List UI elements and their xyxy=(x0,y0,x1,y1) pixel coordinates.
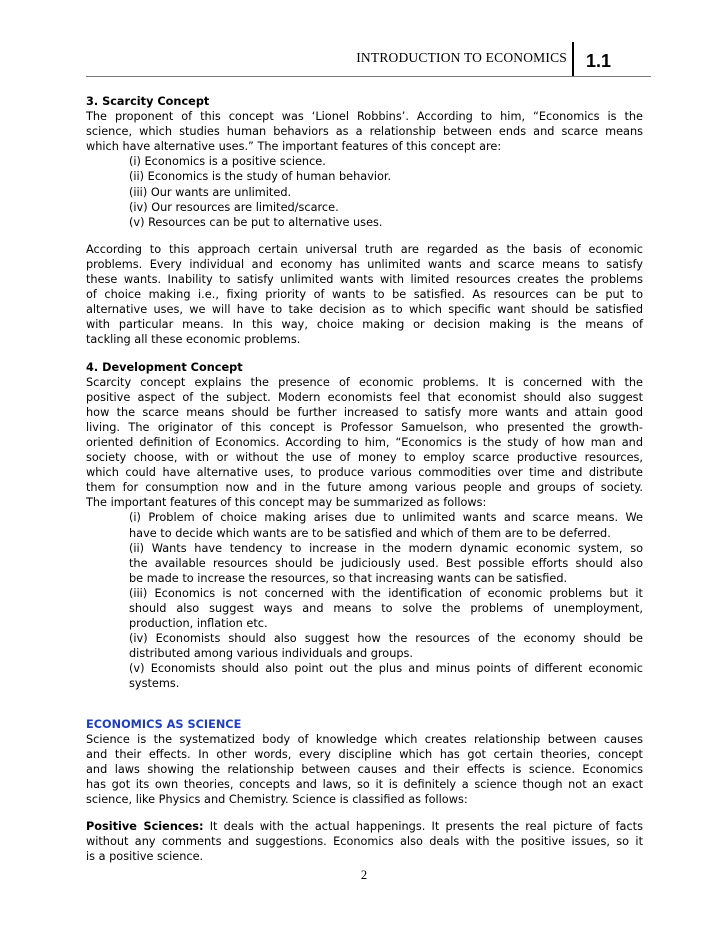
text-line: and their effects. In other words, every discipline which has got certain theories, concept xyxy=(86,747,643,761)
text-line: science, like Physics and Chemistry. Science is classified as follows: xyxy=(86,793,468,807)
text-line: According to this approach certain universal truth are regarded as the basis of economic xyxy=(86,242,643,256)
list-item-line: distributed among various individuals and groups. xyxy=(129,647,414,661)
text-line: with particular means. In this way, choice making or decision making is the means of xyxy=(86,318,643,332)
chapter-number: 1.1 xyxy=(586,51,612,71)
text-line: science, which studies human behaviors as a relationship between ends and scarce means xyxy=(86,125,643,139)
science-heading: ECONOMICS AS SCIENCE xyxy=(86,717,242,731)
text-line: problems. Every individual and economy has unlimited wants and scarce means to satisfy xyxy=(86,257,643,271)
list-item-line: production, inflation etc. xyxy=(129,617,268,631)
list-item-line: be made to increase the resources, so that increasing wants can be satisfied. xyxy=(129,571,568,585)
list-item: (iv) Our resources are limited/scarce. xyxy=(129,200,339,214)
page-content xyxy=(86,94,643,864)
list-item: (v) Resources can be put to alternative uses. xyxy=(129,215,383,229)
development-heading: 4. Development Concept xyxy=(86,360,243,374)
science-paragraph xyxy=(86,732,643,807)
scarcity-heading: 3. Scarcity Concept xyxy=(86,95,210,108)
list-item-line: (iii) Economics is not concerned with the identification of economic problems but it xyxy=(129,586,643,600)
list-item: (i) Economics is a positive science. xyxy=(129,155,326,169)
header-rule xyxy=(86,76,651,77)
list-item-line: the available resources should be judiciously used. Best possible efforts should also xyxy=(129,556,643,570)
scarcity-approach-paragraph xyxy=(86,242,643,348)
list-item-line: should also suggest ways and means to solve the problems of unemployment, xyxy=(129,602,643,615)
text-line: and laws showing the relationship between causes and their effects is science. Economics xyxy=(86,762,643,776)
text-line: these wants. Inability to satisfy unlimited wants with limited resources creates the problems xyxy=(86,273,643,287)
text-line: which could have alternative uses, to produce various commodities over time and distribute xyxy=(86,466,643,480)
text-line: Science is the systematized body of knowledge which creates relationship between causes xyxy=(86,732,643,746)
page-number: 2 xyxy=(360,868,368,882)
development-paragraph xyxy=(86,375,643,511)
text-line: The proponent of this concept was ‘Lionel Robbins’. According to him, “Economics is the xyxy=(86,110,643,124)
list-item-line: have to decide which wants are to be satisfied and which of them are to be deferred. xyxy=(129,526,611,540)
text-line xyxy=(86,819,643,834)
list-item: (iii) Our wants are unlimited. xyxy=(129,185,292,199)
scarcity-intro xyxy=(86,109,643,154)
list-item: (ii) Economics is the study of human behavior. xyxy=(129,170,392,184)
text-line: of choice making i.e., fixing priority of wants to be satisfied. As resources can be put to xyxy=(86,288,643,302)
text-line: The important features of this concept may be summarized as follows: xyxy=(86,496,487,510)
development-feature-list xyxy=(86,510,643,691)
text-line: positive aspect of the subject. Modern economists feel that economist should also suggest xyxy=(86,390,643,404)
list-item-line: (i) Problem of choice making arises due to unlimited wants and scarce means. We xyxy=(129,511,643,525)
text-line: how the scarce means should be further increased to satisfy more wants and attain good xyxy=(86,405,643,419)
list-item-line: (ii) Wants have tendency to increase in the modern dynamic economic system, so xyxy=(129,541,643,555)
list-item-line: systems. xyxy=(129,677,180,691)
text-run: It deals with the actual happenings. It presents the real picture of facts xyxy=(203,820,643,834)
positive-sciences-label: Positive Sciences: xyxy=(86,820,204,834)
text-line: is a positive science. xyxy=(86,850,204,864)
positive-sciences-paragraph xyxy=(86,819,643,864)
text-line: which have alternative uses.” The important features of this concept are: xyxy=(86,140,502,154)
text-line: living. The originator of this concept is Professor Samuelson, who presented the growth- xyxy=(86,420,643,434)
text-line: has got its own theories, concepts and laws, so it is definitely a science though not an exact xyxy=(86,777,643,791)
text-line: tackling all these economic problems. xyxy=(86,333,301,347)
text-line: oriented definition of Economics. According to him, “Economics is the study of how man and xyxy=(86,435,643,449)
list-item-line: (v) Economists should also point out the plus and minus points of different economic xyxy=(129,662,643,676)
text-line: alternative uses, we will have to take decision as to which specific want should be satisfied xyxy=(86,303,643,317)
text-line: them for consumption now and in the future among various people and groups of society. xyxy=(86,481,643,495)
running-head-title: INTRODUCTION TO ECONOMICS xyxy=(356,50,567,65)
text-line: society choose, with or without the use of money to employ scarce productive resources, xyxy=(86,451,643,465)
scarcity-feature-list xyxy=(86,154,643,229)
text-line: Scarcity concept explains the presence of economic problems. It is concerned with the xyxy=(86,375,643,389)
header-divider xyxy=(572,42,574,77)
page-header xyxy=(86,42,651,79)
list-item-line: (iv) Economists should also suggest how the resources of the economy should be xyxy=(129,632,643,646)
text-line: without any comments and suggestions. Economics also deals with the positive issues, so it xyxy=(86,835,643,849)
